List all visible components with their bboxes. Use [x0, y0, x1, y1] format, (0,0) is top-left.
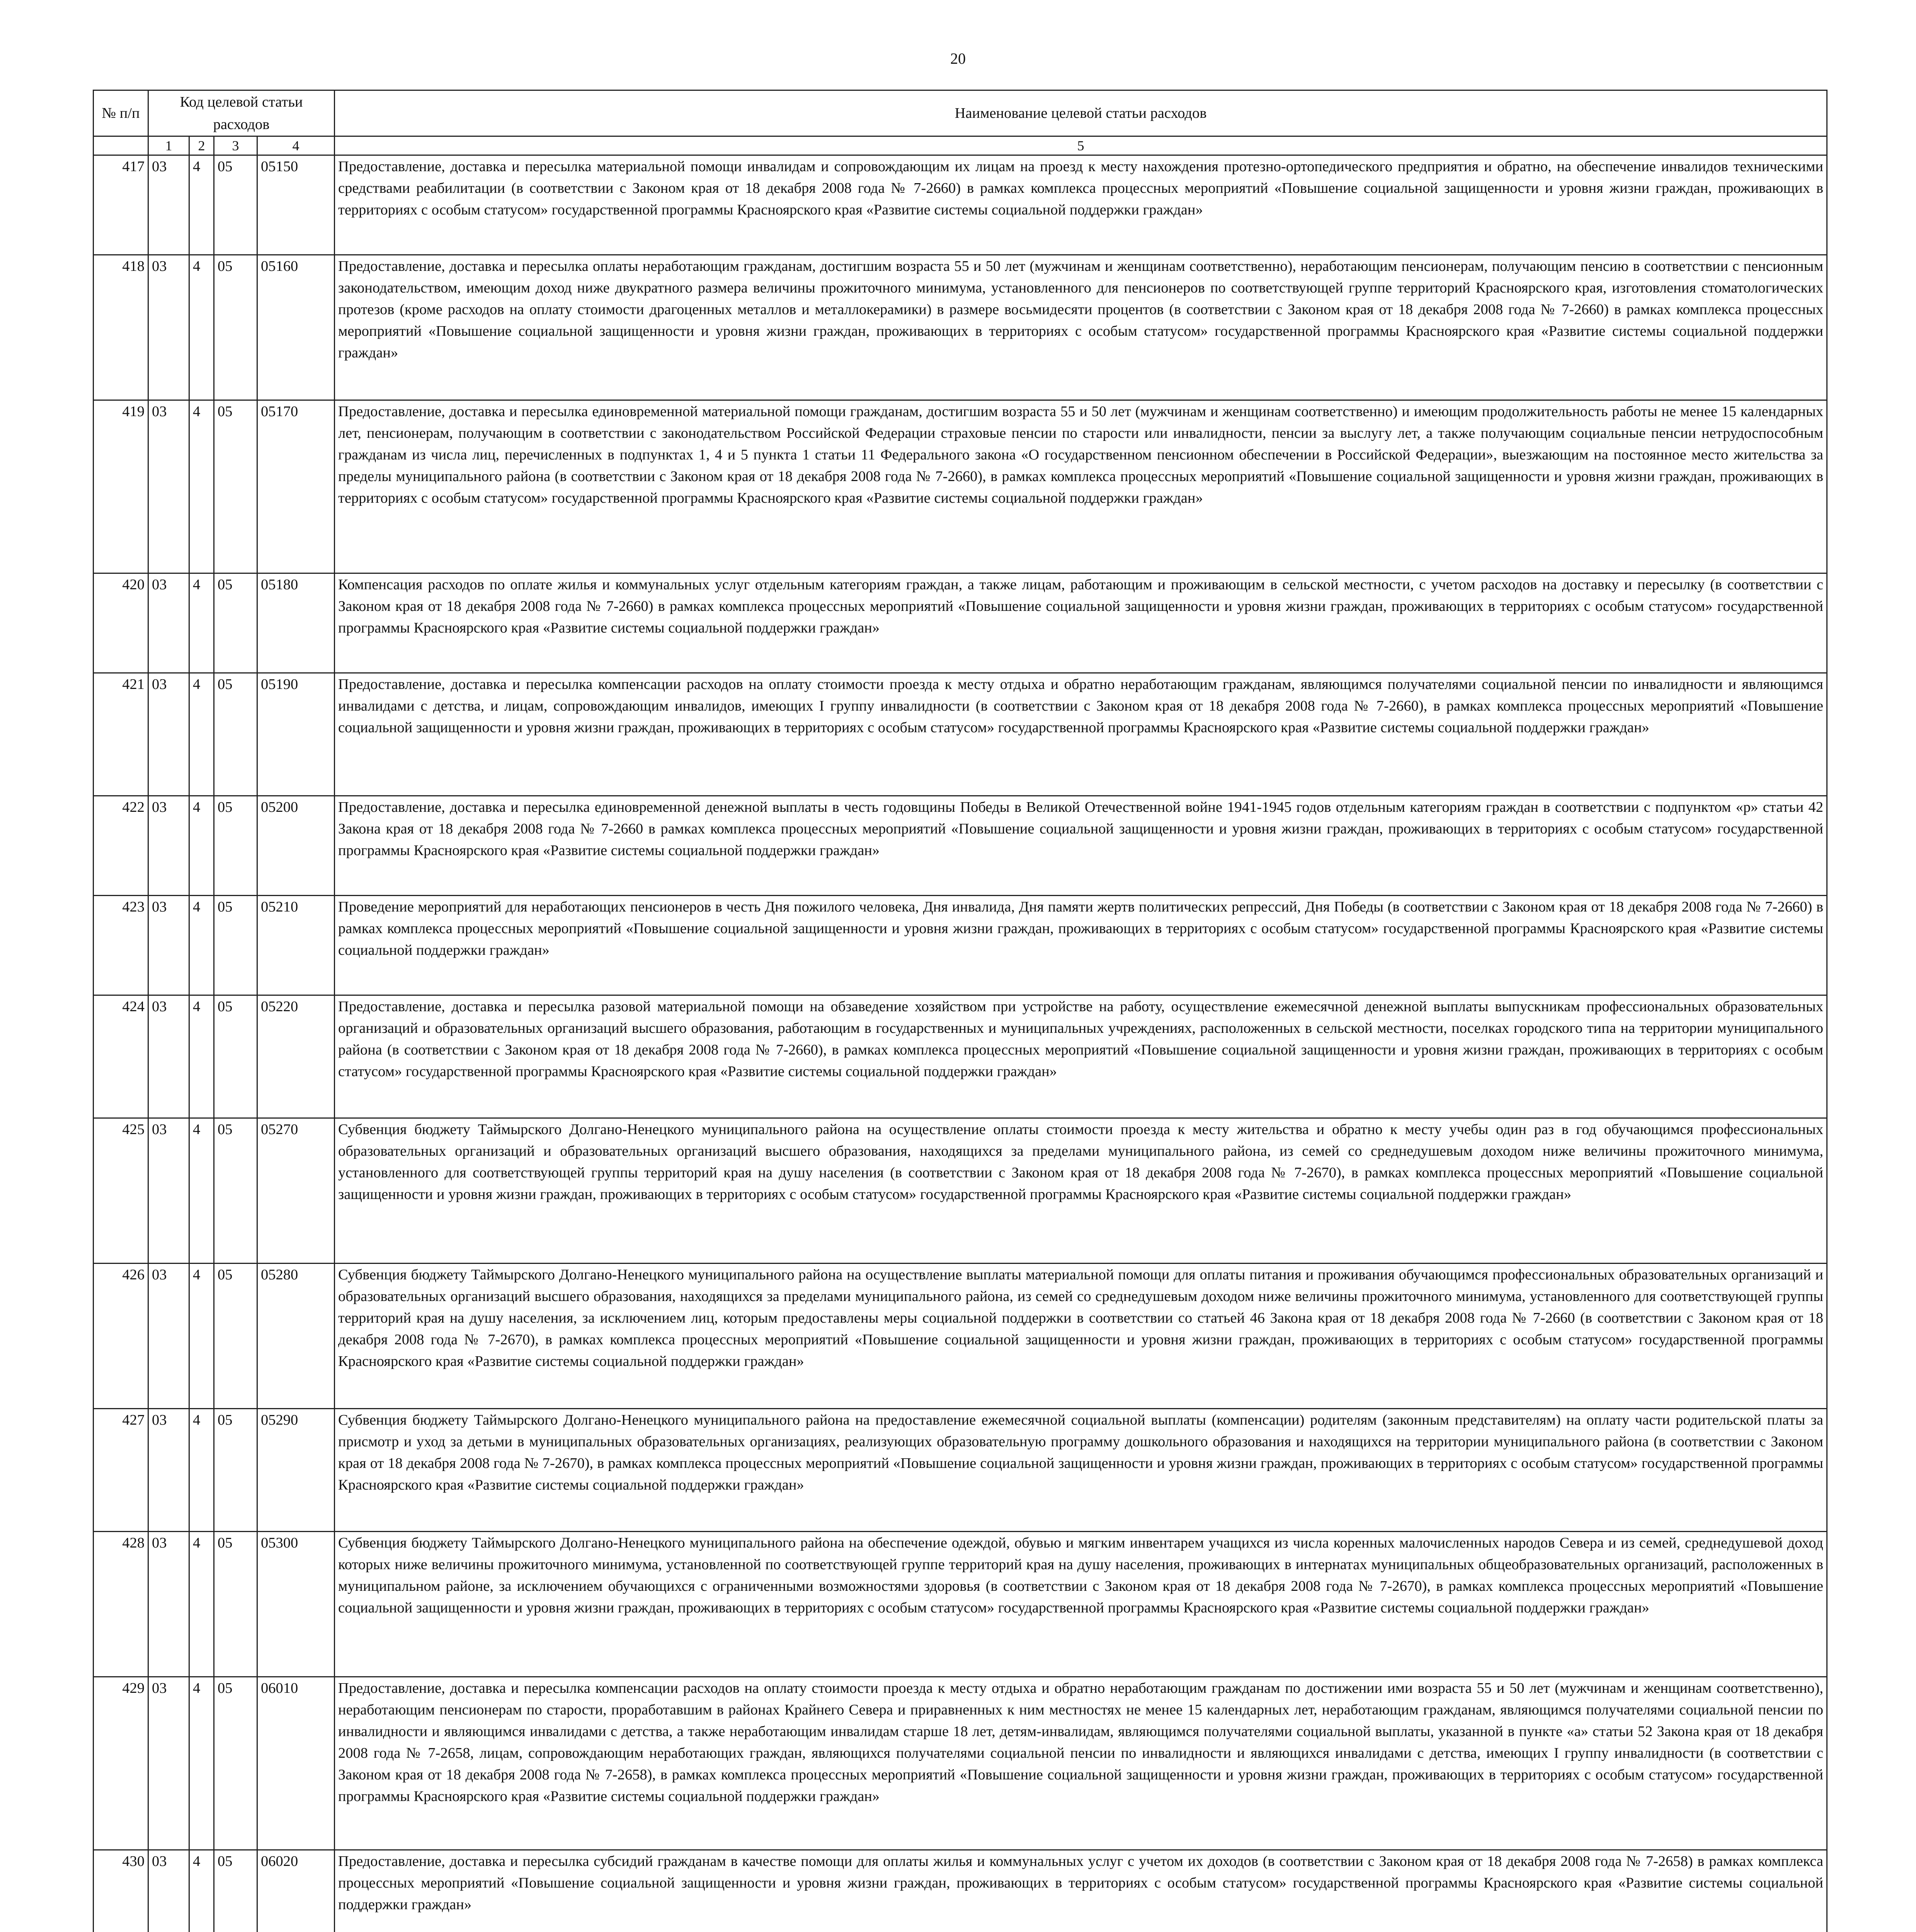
code-part-3: 05: [214, 255, 257, 400]
row-number: 430: [94, 1850, 148, 1932]
code-part-1: 03: [148, 255, 189, 400]
code-part-1: 03: [148, 155, 189, 255]
table-header-row: [94, 90, 1827, 136]
code-part-2: 4: [189, 255, 214, 400]
item-description: Предоставление, доставка и пересылка оплаты неработающим гражданам, достигшим возраста 55 и 50 лет (мужчинам и женщинам соответственно), неработающим пенсионерам, получающим пенсию в соответствии с пенсионным законодательством, имеющим доход ниже двукратного размера величины прожиточного минимума, установленного для пенсионеров по соответствующей группе территорий Красноярского края, изготовления стоматологических протезов (кроме расходов на оплату стоимости драгоценных металлов и металлокерамики) в размере восьмидесяти процентов (в соответствии с Законом края от 18 декабря 2008 года № 7-2660) в рамках комплекса процессных мероприятий «Повышение социальной защищенности и уровня жизни граждан, проживающих в территориях с особым статусом» государственной программы Красноярского края «Развитие системы социальной поддержки граждан»: [335, 255, 1827, 400]
item-description: Компенсация расходов по оплате жилья и коммунальных услуг отдельным категориям граждан, а также лицам, работающим и проживающим в сельской местности, с учетом расходов на доставку и пересылку (в соответствии с Законом края от 18 декабря 2008 года № 7-2660) в рамках комплекса процессных мероприятий «Повышение социальной защищенности и уровня жизни граждан, проживающих в территориях с особым статусом» государственной программы Красноярского края «Развитие системы социальной поддержки граждан»: [335, 573, 1827, 673]
code-part-1: 03: [148, 1532, 189, 1677]
table-row: [94, 1118, 1827, 1264]
row-number: 428: [94, 1532, 148, 1677]
budget-target-items-table: [93, 90, 1828, 1932]
row-number: 420: [94, 573, 148, 673]
table-row: [94, 400, 1827, 573]
code-part-1: 03: [148, 1118, 189, 1264]
code-part-4: 05170: [257, 400, 335, 573]
code-part-3: 05: [214, 155, 257, 255]
code-part-1: 03: [148, 400, 189, 573]
code-part-1: 03: [148, 673, 189, 796]
table-row: [94, 796, 1827, 896]
code-part-4: 05300: [257, 1532, 335, 1677]
row-number: 422: [94, 796, 148, 896]
row-number: 425: [94, 1118, 148, 1264]
code-part-3: 05: [214, 573, 257, 673]
column-number-blank: [94, 136, 148, 155]
table-row: [94, 896, 1827, 995]
item-description: Предоставление, доставка и пересылка материальной помощи инвалидам и сопровождающим их лицам на проезд к месту нахождения протезно-ортопедического предприятия и обратно, на обеспечение инвалидов техническими средствами реабилитации (в соответствии с Законом края от 18 декабря 2008 года № 7-2660) в рамках комплекса процессных мероприятий «Повышение социальной защищенности и уровня жизни граждан, проживающих в территориях с особым статусом» государственной программы Красноярского края «Развитие системы социальной поддержки граждан»: [335, 155, 1827, 255]
item-description: Предоставление, доставка и пересылка единовременной материальной помощи гражданам, достигшим возраста 55 и 50 лет (мужчинам и женщинам соответственно) и имеющим продолжительность работы не менее 15 календарных лет, пенсионерам, получающим в соответствии с законодательством Российской Федерации страховые пенсии по старости или инвалидности, пенсии за выслугу лет, а также получающим социальные пенсии нетрудоспособным гражданам из числа лиц, перечисленных в подпунктах 1, 4 и 5 пункта 1 статьи 11 Федерального закона «О государственном пенсионном обеспечении в Российской Федерации», выезжающим на постоянное место жительства за пределы муниципального района (в соответствии с Законом края от 18 декабря 2008 года № 7-2660), в рамках комплекса процессных мероприятий «Повышение социальной защищенности и уровня жизни граждан, проживающих в территориях с особым статусом» государственной программы Красноярского края «Развитие системы социальной поддержки граждан»: [335, 400, 1827, 573]
row-number: 424: [94, 995, 148, 1118]
table-row: [94, 573, 1827, 673]
code-part-2: 4: [189, 400, 214, 573]
code-part-3: 05: [214, 1264, 257, 1409]
code-part-1: 03: [148, 1409, 189, 1532]
table-row: [94, 995, 1827, 1118]
code-part-3: 05: [214, 673, 257, 796]
row-number: 423: [94, 896, 148, 995]
code-part-2: 4: [189, 995, 214, 1118]
code-part-2: 4: [189, 896, 214, 995]
code-part-3: 05: [214, 896, 257, 995]
column-number: 1: [148, 136, 189, 155]
table-row: [94, 155, 1827, 255]
column-number: 4: [257, 136, 335, 155]
row-number: 421: [94, 673, 148, 796]
table-row: [94, 673, 1827, 796]
code-part-2: 4: [189, 1677, 214, 1850]
item-description: Предоставление, доставка и пересылка компенсации расходов на оплату стоимости проезда к месту отдыха и обратно неработающим гражданам по достижении ими возраста 55 и 50 лет (мужчинам и женщинам соответственно), неработающим пенсионерам по старости, проработавшим в районах Крайнего Севера и приравненных к ним местностях не менее 15 календарных лет, неработающим гражданам, являющимся получателями социальной пенсии по инвалидности и являющимся инвалидами с детства, а также неработающим инвалидам старше 18 лет, детям-инвалидам, являющимся получателями социальной выплаты, указанной в пункте «а» статьи 52 Закона края от 18 декабря 2008 года № 7-2658, лицам, сопровождающим неработающих граждан, являющихся получателями социальной пенсии по инвалидности и являющихся инвалидами с детства, имеющих I группу инвалидности (в соответствии с Законом края от 18 декабря 2008 года № 7-2658), в рамках комплекса процессных мероприятий «Повышение социальной защищенности и уровня жизни граждан, проживающих в территориях с особым статусом» государственной программы Красноярского края «Развитие системы социальной поддержки граждан»: [335, 1677, 1827, 1850]
code-part-4: 05270: [257, 1118, 335, 1264]
item-description: Субвенция бюджету Таймырского Долгано-Ненецкого муниципального района на обеспечение одеждой, обувью и мягким инвентарем учащихся из числа коренных малочисленных народов Севера и из семей, среднедушевой доход которых ниже величины прожиточного минимума, установленной по соответствующей группе территорий края на душу населения, проживающих в интернатах муниципальных общеобразовательных организаций, расположенных в муниципальном районе, за исключением обучающихся с ограниченными возможностями здоровья (в соответствии с Законом края от 18 декабря 2008 года № 7-2670), в рамках комплекса процессных мероприятий «Повышение социальной защищенности и уровня жизни граждан, проживающих в территориях с особым статусом» государственной программы Красноярского края «Развитие системы социальной поддержки граждан»: [335, 1532, 1827, 1677]
code-part-1: 03: [148, 896, 189, 995]
code-part-2: 4: [189, 1264, 214, 1409]
code-part-3: 05: [214, 1677, 257, 1850]
code-part-3: 05: [214, 400, 257, 573]
code-part-4: 05160: [257, 255, 335, 400]
code-part-4: 05190: [257, 673, 335, 796]
code-part-3: 05: [214, 1409, 257, 1532]
code-part-1: 03: [148, 796, 189, 896]
code-part-1: 03: [148, 1850, 189, 1932]
row-number: 426: [94, 1264, 148, 1409]
item-description: Предоставление, доставка и пересылка компенсации расходов на оплату стоимости проезда к месту отдыха и обратно неработающим гражданам, являющимся получателями социальной пенсии по инвалидности и являющимся инвалидами с детства, и лицам, сопровождающим инвалидов, имеющих I группу инвалидности (в соответствии с Законом края от 18 декабря 2008 года № 7-2660), в рамках комплекса процессных мероприятий «Повышение социальной защищенности и уровня жизни граждан, проживающих в территориях с особым статусом» государственной программы Красноярского края «Развитие системы социальной поддержки граждан»: [335, 673, 1827, 796]
code-part-3: 05: [214, 1532, 257, 1677]
code-part-4: 06020: [257, 1850, 335, 1932]
code-part-4: 06010: [257, 1677, 335, 1850]
row-number: 427: [94, 1409, 148, 1532]
code-part-4: 05150: [257, 155, 335, 255]
column-number: 5: [335, 136, 1827, 155]
code-part-4: 05210: [257, 896, 335, 995]
code-part-4: 05220: [257, 995, 335, 1118]
item-description: Проведение мероприятий для неработающих пенсионеров в честь Дня пожилого человека, Дня инвалида, Дня памяти жертв политических репрессий, Дня Победы (в соответствии с Законом края от 18 декабря 2008 года № 7-2660) в рамках комплекса процессных мероприятий «Повышение социальной защищенности и уровня жизни граждан, проживающих в территориях с особым статусом» государственной программы Красноярского края «Развитие системы социальной поддержки граждан»: [335, 896, 1827, 995]
code-part-4: 05280: [257, 1264, 335, 1409]
item-description: Субвенция бюджету Таймырского Долгано-Ненецкого муниципального района на осуществление оплаты стоимости проезда к месту жительства и обратно к месту учебы один раз в год обучающимся профессиональных образовательных организаций и образовательных организаций высшего образования, находящихся за пределами муниципального района, из семей со среднедушевым доходом ниже величины прожиточного минимума, установленного для соответствующей группы территорий края на душу населения (в соответствии с Законом края от 18 декабря 2008 года № 7-2670), в рамках комплекса процессных мероприятий «Повышение социальной защищенности и уровня жизни граждан, проживающих в территориях с особым статусом» государственной программы Красноярского края «Развитие системы социальной поддержки граждан»: [335, 1118, 1827, 1264]
code-part-4: 05290: [257, 1409, 335, 1532]
table-row: [94, 1264, 1827, 1409]
code-part-1: 03: [148, 1264, 189, 1409]
header-item-name: Наименование целевой статьи расходов: [335, 90, 1827, 136]
column-numbers-row: [94, 136, 1827, 155]
code-part-2: 4: [189, 1118, 214, 1264]
code-part-2: 4: [189, 1532, 214, 1677]
column-number: 2: [189, 136, 214, 155]
code-part-2: 4: [189, 673, 214, 796]
item-description: Субвенция бюджету Таймырского Долгано-Ненецкого муниципального района на осуществление выплаты материальной помощи для оплаты питания и проживания обучающимся профессиональных образовательных организаций и образовательных организаций высшего образования, находящихся за пределами муниципального района, из семей со среднедушевым доходом ниже величины прожиточного минимума, установленного для соответствующей группы территорий края на душу населения, за исключением лиц, которым предоставлены меры социальной поддержки в соответствии со статьей 46 Закона края от 18 декабря 2008 года № 7-2660 (в соответствии с Законом края от 18 декабря 2008 года № 7-2670), в рамках комплекса процессных мероприятий «Повышение социальной защищенности и уровня жизни граждан, проживающих в территориях с особым статусом» государственной программы Красноярского края «Развитие системы социальной поддержки граждан»: [335, 1264, 1827, 1409]
code-part-3: 05: [214, 1850, 257, 1932]
row-number: 417: [94, 155, 148, 255]
header-row-number: № п/п: [94, 90, 148, 136]
code-part-1: 03: [148, 995, 189, 1118]
item-description: Предоставление, доставка и пересылка единовременной денежной выплаты в честь годовщины Победы в Великой Отечественной войне 1941-1945 годов отдельным категориям граждан в соответствии с подпунктом «р» статьи 42 Закона края от 18 декабря 2008 года № 7-2660 в рамках комплекса процессных мероприятий «Повышение социальной защищенности и уровня жизни граждан, проживающих в территориях с особым статусом» государственной программы Красноярского края «Развитие системы социальной поддержки граждан»: [335, 796, 1827, 896]
page-number: 20: [950, 50, 966, 67]
code-part-3: 05: [214, 995, 257, 1118]
code-part-3: 05: [214, 796, 257, 896]
code-part-2: 4: [189, 1409, 214, 1532]
table-row: [94, 255, 1827, 400]
row-number: 419: [94, 400, 148, 573]
table-row: [94, 1532, 1827, 1677]
code-part-3: 05: [214, 1118, 257, 1264]
code-part-2: 4: [189, 796, 214, 896]
table-row: [94, 1850, 1827, 1932]
code-part-2: 4: [189, 155, 214, 255]
item-description: Предоставление, доставка и пересылка разовой материальной помощи на обзаведение хозяйством при устройстве на работу, осуществление ежемесячной денежной выплаты выпускникам профессиональных образовательных организаций и образовательных организаций высшего образования, работающим в государственных и муниципальных учреждениях, расположенных в сельской местности, поселках городского типа на территории муниципального района (в соответствии с Законом края от 18 декабря 2008 года № 7-2660), в рамках комплекса процессных мероприятий «Повышение социальной защищенности и уровня жизни граждан, проживающих в территориях с особым статусом» государственной программы Красноярского края «Развитие системы социальной поддержки граждан»: [335, 995, 1827, 1118]
table-row: [94, 1677, 1827, 1850]
code-part-1: 03: [148, 1677, 189, 1850]
code-part-2: 4: [189, 1850, 214, 1932]
code-part-1: 03: [148, 573, 189, 673]
row-number: 429: [94, 1677, 148, 1850]
code-part-4: 05180: [257, 573, 335, 673]
item-description: Предоставление, доставка и пересылка субсидий гражданам в качестве помощи для оплаты жилья и коммунальных услуг с учетом их доходов (в соответствии с Законом края от 18 декабря 2008 года № 7-2658) в рамках комплекса процессных мероприятий «Повышение социальной защищенности и уровня жизни граждан, проживающих в территориях с особым статусом» государственной программы Красноярского края «Развитие системы социальной поддержки граждан»: [335, 1850, 1827, 1932]
table-row: [94, 1409, 1827, 1532]
item-description: Субвенция бюджету Таймырского Долгано-Ненецкого муниципального района на предоставление ежемесячной социальной выплаты (компенсации) родителям (законным представителям) на оплату части родительской платы за присмотр и уход за детьми в муниципальных образовательных организациях, реализующих образовательную программу дошкольного образования и находящихся на территории муниципального района (в соответствии с Законом края от 18 декабря 2008 года № 7-2670), в рамках комплекса процессных мероприятий «Повышение социальной защищенности и уровня жизни граждан, проживающих в территориях с особым статусом» государственной программы Красноярского края «Развитие системы социальной поддержки граждан»: [335, 1409, 1827, 1532]
code-part-4: 05200: [257, 796, 335, 896]
header-code-group: Код целевой статьи расходов: [148, 90, 335, 136]
column-number: 3: [214, 136, 257, 155]
code-part-2: 4: [189, 573, 214, 673]
row-number: 418: [94, 255, 148, 400]
